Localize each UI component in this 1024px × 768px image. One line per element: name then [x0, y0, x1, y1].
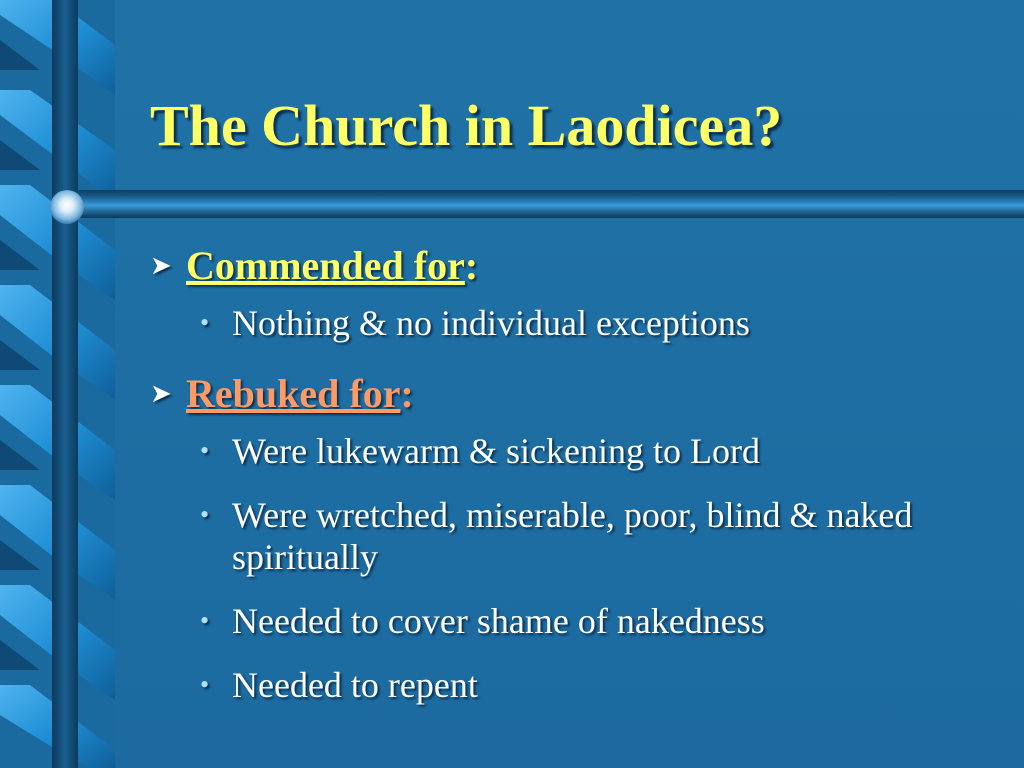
section-heading-rebuked [150, 366, 1000, 422]
list-item [150, 664, 1000, 706]
bullet-dot-icon: • [200, 606, 210, 635]
list-item [150, 494, 1000, 578]
divider-knob [50, 190, 84, 224]
title-divider-bar [62, 190, 1024, 218]
list-item-text: Were lukewarm & sickening to Lord [232, 431, 760, 471]
bullet-dot-icon: • [200, 308, 210, 337]
list-item-text: Nothing & no individual exceptions [232, 303, 750, 343]
arrowhead-icon: ➤ [150, 379, 172, 408]
bullet-dot-icon: • [200, 500, 210, 529]
heading-text: Commended for [186, 243, 465, 288]
list-item-text: Needed to cover shame of nakedness [232, 601, 765, 641]
list-item [150, 302, 1000, 344]
list-item-text: Were wretched, miserable, poor, blind & naked spiritually [232, 495, 913, 577]
bullet-dot-icon: • [200, 436, 210, 465]
section-heading-commended [150, 238, 1000, 294]
heading-text: Rebuked for [186, 371, 401, 416]
slide-content [150, 238, 1000, 728]
list-item [150, 600, 1000, 642]
arrowhead-icon: ➤ [150, 251, 172, 280]
heading-colon: : [400, 371, 414, 416]
bullet-dot-icon: • [200, 670, 210, 699]
list-item [150, 430, 1000, 472]
slide-title: The Church in Laodicea? [150, 93, 783, 158]
list-item-text: Needed to repent [232, 665, 478, 705]
heading-colon: : [464, 243, 479, 288]
ribbon-decoration [0, 0, 115, 768]
